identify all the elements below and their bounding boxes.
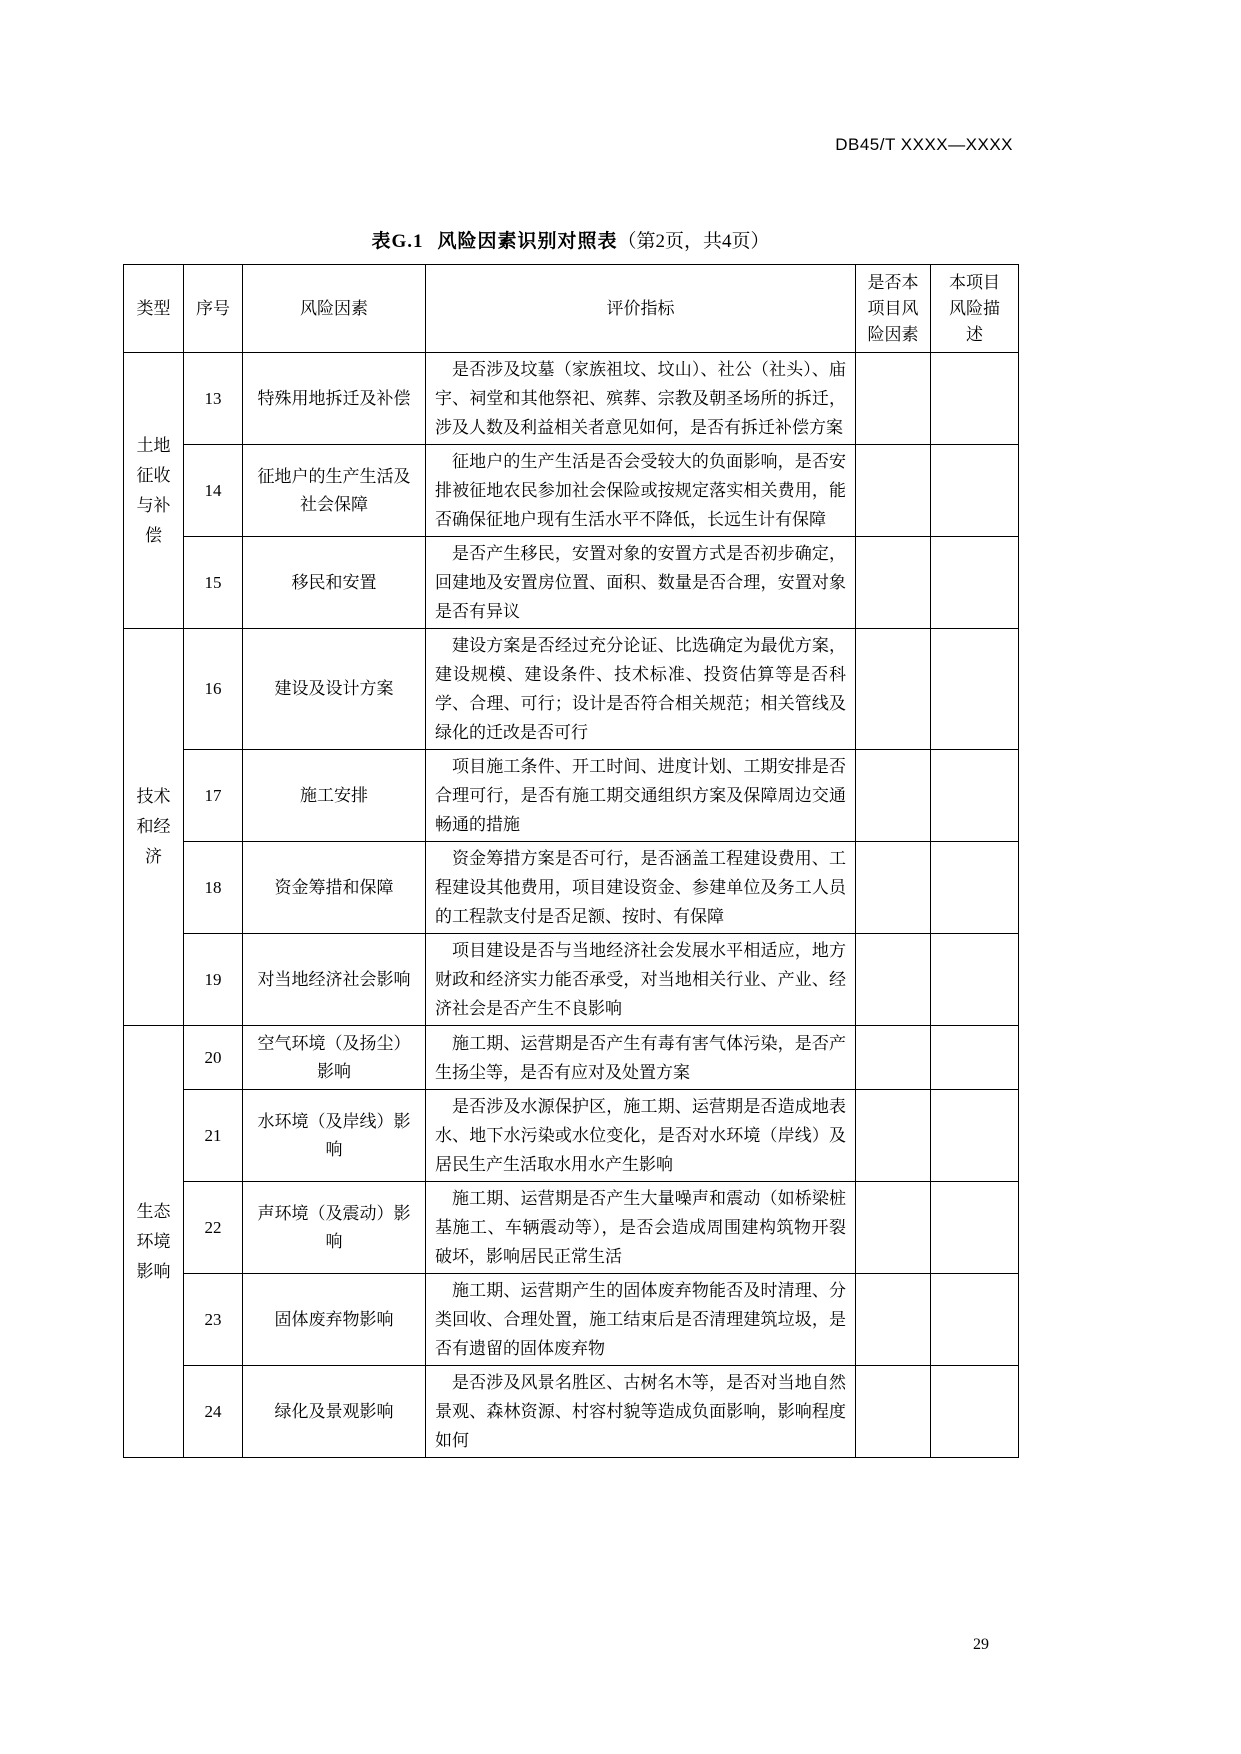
row-no: 18 xyxy=(184,842,243,934)
risk-desc-blank-cell xyxy=(931,629,1019,750)
row-no: 21 xyxy=(184,1090,243,1182)
evaluation-indicator: 征地户的生产生活是否会受较大的负面影响，是否安排被征地农民参加社会保险或按规定落实相关费用，能否确保征地户现有生活水平不降低，长远生计有保障 xyxy=(426,445,856,537)
risk-desc-blank-cell xyxy=(931,1026,1019,1090)
evaluation-indicator: 项目建设是否与当地经济社会发展水平相适应，地方财政和经济实力能否承受，对当地相关行业、产业、经济社会是否产生不良影响 xyxy=(426,934,856,1026)
risk-factor: 资金筹措和保障 xyxy=(243,842,426,934)
table-row-15 xyxy=(124,537,1019,629)
table-header-row xyxy=(124,265,1019,353)
table-title xyxy=(123,226,1018,253)
header-indicator: 评价指标 xyxy=(426,265,856,353)
is-risk-blank-cell xyxy=(856,750,931,842)
is-risk-blank-cell xyxy=(856,537,931,629)
category-ecological-environment: 生态环境影响 xyxy=(124,1026,184,1458)
risk-desc-blank-cell xyxy=(931,537,1019,629)
is-risk-blank-cell xyxy=(856,934,931,1026)
header-factor: 风险因素 xyxy=(243,265,426,353)
evaluation-indicator: 施工期、运营期是否产生有毒有害气体污染，是否产生扬尘等，是否有应对及处置方案 xyxy=(426,1026,856,1090)
header-type: 类型 xyxy=(124,265,184,353)
is-risk-blank-cell xyxy=(856,629,931,750)
row-no: 19 xyxy=(184,934,243,1026)
risk-factor: 移民和安置 xyxy=(243,537,426,629)
risk-factor: 固体废弃物影响 xyxy=(243,1274,426,1366)
table-page-note: （第2页，共4页） xyxy=(617,231,770,252)
header-no: 序号 xyxy=(184,265,243,353)
page-number: 29 xyxy=(973,1636,989,1653)
is-risk-blank-cell xyxy=(856,1182,931,1274)
evaluation-indicator: 资金筹措方案是否可行，是否涵盖工程建设费用、工程建设其他费用，项目建设资金、参建单位及务工人员的工程款支付是否足额、按时、有保障 xyxy=(426,842,856,934)
evaluation-indicator: 施工期、运营期是否产生大量噪声和震动（如桥梁桩基施工、车辆震动等），是否会造成周围建构筑物开裂破坏，影响居民正常生活 xyxy=(426,1182,856,1274)
risk-factor: 征地户的生产生活及社会保障 xyxy=(243,445,426,537)
risk-desc-blank-cell xyxy=(931,1090,1019,1182)
row-no: 24 xyxy=(184,1366,243,1458)
risk-desc-blank-cell xyxy=(931,842,1019,934)
evaluation-indicator: 施工期、运营期产生的固体废弃物能否及时清理、分类回收、合理处置，施工结束后是否清理建筑垃圾，是否有遗留的固体废弃物 xyxy=(426,1274,856,1366)
risk-factor: 施工安排 xyxy=(243,750,426,842)
table-row-22 xyxy=(124,1182,1019,1274)
risk-factor: 绿化及景观影响 xyxy=(243,1366,426,1458)
evaluation-indicator: 是否涉及坟墓（家族祖坟、坟山）、社公（社头）、庙宇、祠堂和其他祭祀、殡葬、宗教及朝圣场所的拆迁，涉及人数及利益相关者意见如何，是否有拆迁补偿方案 xyxy=(426,353,856,445)
table-row-18 xyxy=(124,842,1019,934)
risk-factor: 声环境（及震动）影响 xyxy=(243,1182,426,1274)
row-no: 14 xyxy=(184,445,243,537)
row-no: 20 xyxy=(184,1026,243,1090)
row-no: 15 xyxy=(184,537,243,629)
risk-desc-blank-cell xyxy=(931,1366,1019,1458)
table-row-13 xyxy=(124,353,1019,445)
evaluation-indicator: 是否涉及风景名胜区、古树名木等，是否对当地自然景观、森林资源、村容村貌等造成负面影响，影响程度如何 xyxy=(426,1366,856,1458)
risk-factor: 建设及设计方案 xyxy=(243,629,426,750)
table-number: 表G.1 xyxy=(371,231,424,252)
table-name: 风险因素识别对照表 xyxy=(437,231,618,252)
is-risk-blank-cell xyxy=(856,353,931,445)
is-risk-blank-cell xyxy=(856,1026,931,1090)
table-row-16 xyxy=(124,629,1019,750)
table-row-17 xyxy=(124,750,1019,842)
category-technical-economic: 技术和经济 xyxy=(124,629,184,1026)
row-no: 22 xyxy=(184,1182,243,1274)
row-no: 16 xyxy=(184,629,243,750)
risk-desc-blank-cell xyxy=(931,1274,1019,1366)
is-risk-blank-cell xyxy=(856,842,931,934)
table-row-14 xyxy=(124,445,1019,537)
row-no: 23 xyxy=(184,1274,243,1366)
risk-desc-blank-cell xyxy=(931,934,1019,1026)
is-risk-blank-cell xyxy=(856,1090,931,1182)
evaluation-indicator: 是否涉及水源保护区，施工期、运营期是否造成地表水、地下水污染或水位变化，是否对水环境（岸线）及居民生产生活取水用水产生影响 xyxy=(426,1090,856,1182)
table-row-20 xyxy=(124,1026,1019,1090)
is-risk-blank-cell xyxy=(856,1274,931,1366)
evaluation-indicator: 建设方案是否经过充分论证、比选确定为最优方案，建设规模、建设条件、技术标准、投资估算等是否科学、合理、可行；设计是否符合相关规范；相关管线及绿化的迁改是否可行 xyxy=(426,629,856,750)
risk-factor-table xyxy=(123,264,1019,1458)
risk-desc-blank-cell xyxy=(931,750,1019,842)
table-row-19 xyxy=(124,934,1019,1026)
risk-factor: 对当地经济社会影响 xyxy=(243,934,426,1026)
table-row-21 xyxy=(124,1090,1019,1182)
evaluation-indicator: 是否产生移民，安置对象的安置方式是否初步确定，回建地及安置房位置、面积、数量是否合理，安置对象是否有异议 xyxy=(426,537,856,629)
is-risk-blank-cell xyxy=(856,445,931,537)
evaluation-indicator: 项目施工条件、开工时间、进度计划、工期安排是否合理可行，是否有施工期交通组织方案及保障周边交通畅通的措施 xyxy=(426,750,856,842)
risk-desc-blank-cell xyxy=(931,1182,1019,1274)
category-land-acquisition: 土地征收与补偿 xyxy=(124,353,184,629)
table-row-24 xyxy=(124,1366,1019,1458)
header-risk-description: 本项目风险描述 xyxy=(931,265,1019,353)
risk-desc-blank-cell xyxy=(931,445,1019,537)
is-risk-blank-cell xyxy=(856,1366,931,1458)
risk-factor: 空气环境（及扬尘）影响 xyxy=(243,1026,426,1090)
standard-number: DB45/T XXXX—XXXX xyxy=(835,135,1013,154)
row-no: 13 xyxy=(184,353,243,445)
table-row-23 xyxy=(124,1274,1019,1366)
header-is-project-risk: 是否本项目风险因素 xyxy=(856,265,931,353)
risk-factor: 特殊用地拆迁及补偿 xyxy=(243,353,426,445)
row-no: 17 xyxy=(184,750,243,842)
risk-factor: 水环境（及岸线）影响 xyxy=(243,1090,426,1182)
risk-desc-blank-cell xyxy=(931,353,1019,445)
